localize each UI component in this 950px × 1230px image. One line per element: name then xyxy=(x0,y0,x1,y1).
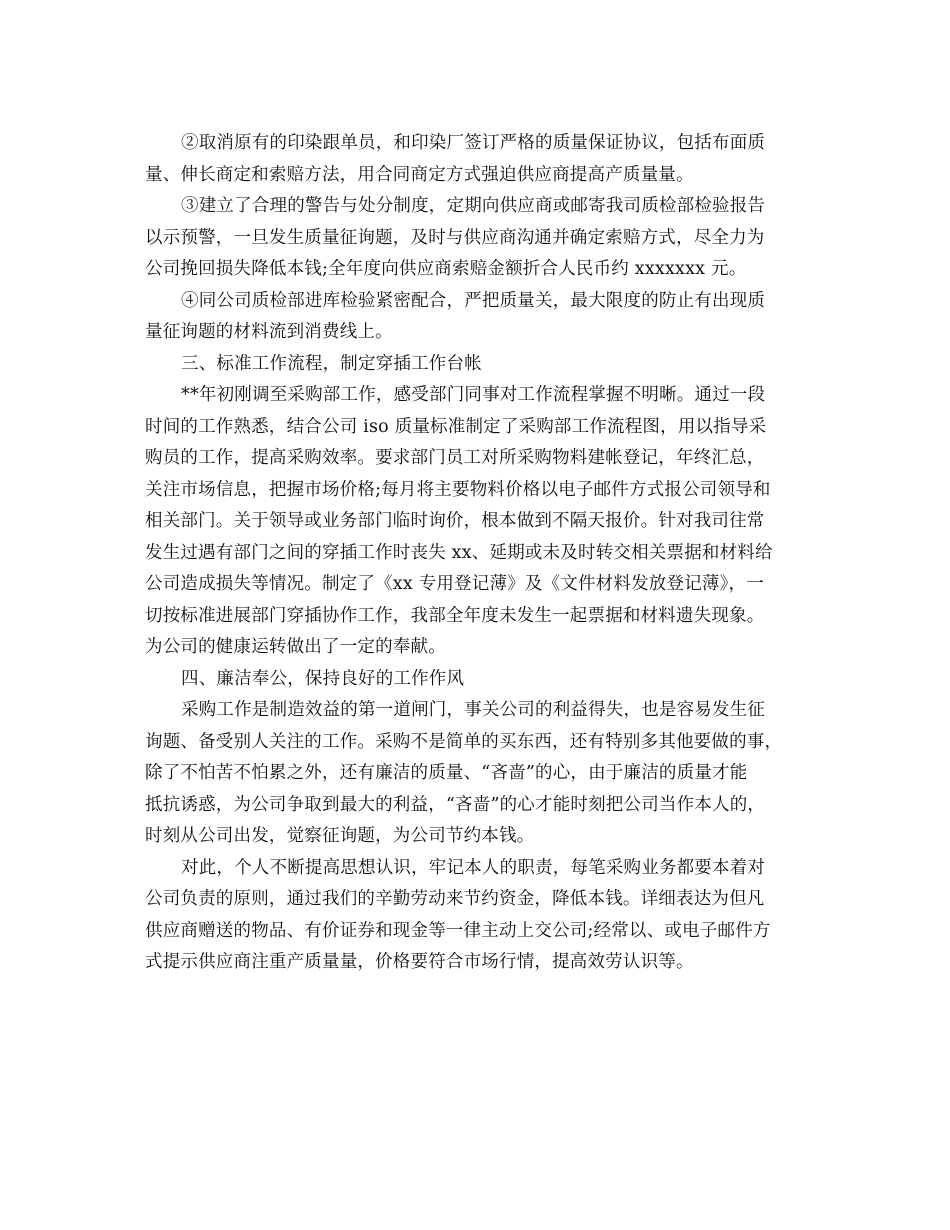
text-line: 供应商赠送的物品、有价证券和现金等一律主动上交公司;经常以、或电子邮件方 xyxy=(145,920,771,941)
text-line: 公司挽回损失降低本钱;全年度向供应商索赔金额折合人民币约 xxxxxxx 元。 xyxy=(145,259,747,279)
text-line: 以示预警，一旦发生质量征询题，及时与供应商沟通并确定索赔方式，尽全力为 xyxy=(145,227,765,248)
text-line: 抵抗诱惑，为公司争取到最大的利益，“吝啬”的心才能时刻把公司当作本人的， xyxy=(145,794,766,815)
text-line: 公司负责的原则，通过我们的辛勤劳动来节约资金，降低本钱。详细表达为但凡 xyxy=(145,889,765,909)
text-line: 询题、备受别人关注的工作。采购不是简单的买东西，还有特别多其他要做的事， xyxy=(145,731,783,752)
text-line: 切按标准进展部门穿插协作工作，我部全年度未发生一起票据和材料遗失现象。 xyxy=(145,605,765,626)
text-line: 公司造成损失等情况。制定了《xx 专用登记薄》及《文件材料发放登记薄》，一 xyxy=(145,574,764,594)
text-line: 式提示供应商注重产质量量，价格要符合市场行情，提高效劳认识等。 xyxy=(145,952,694,972)
text-line: 购员的工作，提高采购效率。要求部门员工对所采购物料建帐登记，年终汇总， xyxy=(145,448,765,468)
document-body xyxy=(145,128,810,979)
text-line: 对此，个人不断提高思想认识，牢记本人的职责，每笔采购业务都要本着对 xyxy=(181,857,766,878)
text-line: ④同公司质检部进库检验紧密配合，严把质量关，最大限度的防止有出现质 xyxy=(181,290,766,311)
text-line: 关注市场信息，把握市场价格;每月将主要物料价格以电子邮件方式报公司领导和 xyxy=(145,479,771,500)
text-line: 相关部门。关于领导或业务部门临时询价，根本做到不隔天报价。针对我司往常 xyxy=(145,511,765,531)
text-line: 采购工作是制造效益的第一道闸门，事关公司的利益得失，也是容易发生征 xyxy=(181,700,766,720)
section-heading: 三、标准工作流程，制定穿插工作台帐 xyxy=(181,353,482,374)
section-heading: 四、廉洁奉公，保持良好的工作作风 xyxy=(181,668,465,689)
text-line: 量征询题的材料流到消费线上。 xyxy=(145,322,393,342)
text-line: 时间的工作熟悉，结合公司 iso 质量标准制定了采购部工作流程图，用以指导采 xyxy=(145,416,767,437)
text-line: ②取消原有的印染跟单员，和印染厂签订严格的质量保证协议，包括布面质 xyxy=(181,133,766,153)
text-line: 量、伸长商定和索赔方法，用合同商定方式强迫供应商提高产质量量。 xyxy=(145,164,694,185)
text-line: ③建立了合理的警告与处分制度，定期向供应商或邮寄我司质检部检验报告 xyxy=(181,196,766,216)
text-line: 发生过遇有部门之间的穿插工作时丧失 xx、延期或未及时转交相关票据和材料给 xyxy=(145,542,773,563)
text-line: 时刻从公司出发，觉察征询题，为公司节约本钱。 xyxy=(145,826,535,846)
text-line: 为公司的健康运转做出了一定的奉献。 xyxy=(145,637,446,657)
text-line: **年初刚调至采购部工作，感受部门同事对工作流程掌握不明晰。通过一段 xyxy=(181,385,766,405)
text-line: 除了不怕苦不怕累之外，还有廉洁的质量、“吝啬”的心，由于廉洁的质量才能 xyxy=(145,763,748,783)
